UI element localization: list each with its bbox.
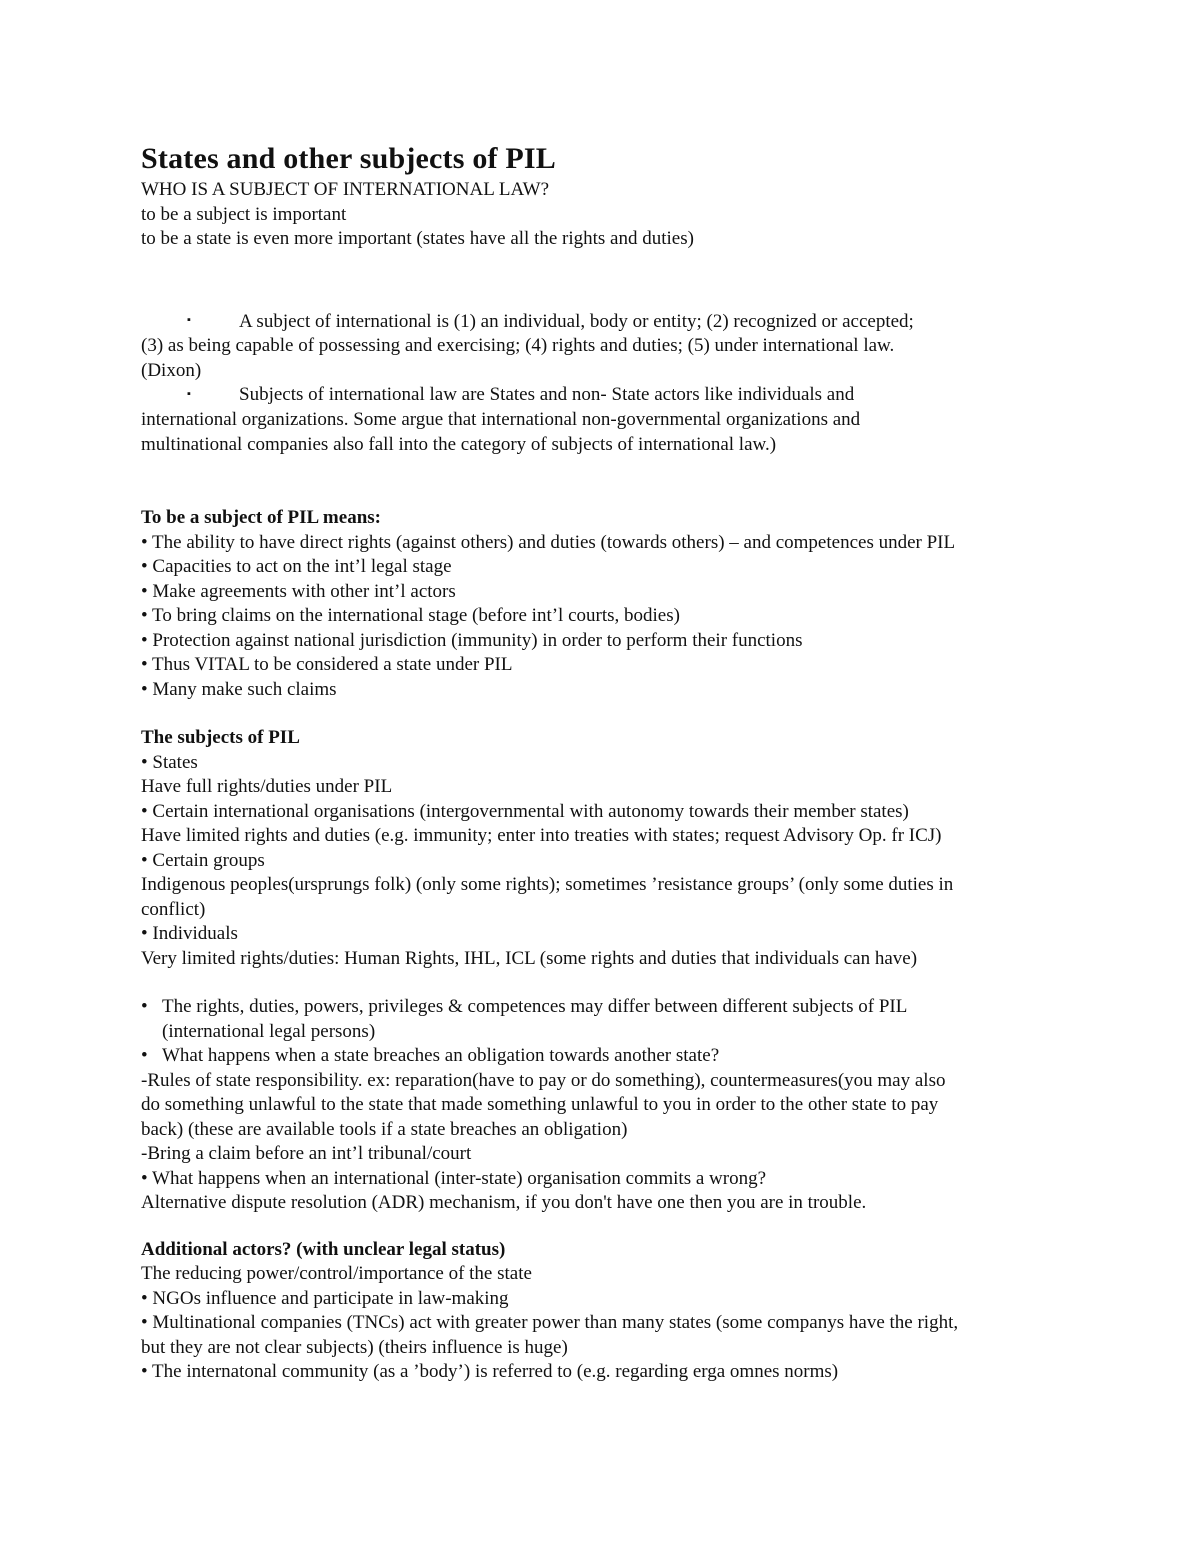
spacer: [141, 1216, 1061, 1238]
square-bullet-text: Subjects of international law are States and non- State actors like individuals and: [239, 384, 855, 406]
square-bullet-icon: ▪: [187, 313, 191, 326]
spacer: [141, 457, 1061, 506]
document-body: [141, 140, 1061, 1385]
bullet-icon: •: [141, 1045, 148, 1067]
list-item-text: What happens when a state breaches an obligation towards another state?: [162, 1045, 720, 1067]
list-item: • To bring claims on the international stage (before int’l courts, bodies): [141, 605, 680, 627]
text-line: back) (these are available tools if a state breaches an obligation): [141, 1118, 628, 1140]
square-bullet-continuation: (3) as being capable of possessing and exercising; (4) rights and duties; (5) under international law.: [141, 335, 895, 357]
intro-line-1: to be a subject is important: [141, 203, 347, 225]
bullet-icon: •: [141, 996, 148, 1018]
list-item: • Many make such claims: [141, 678, 337, 700]
list-item: conflict): [141, 898, 206, 920]
list-item: • Individuals: [141, 923, 238, 945]
document-title: States and other subjects of PIL: [141, 142, 557, 175]
list-item: but they are not clear subjects) (theirs influence is huge): [141, 1336, 568, 1358]
differ-list: [141, 995, 1061, 1069]
intro-question: WHO IS A SUBJECT OF INTERNATIONAL LAW?: [141, 179, 550, 200]
intro-line-2: to be a state is even more important (states have all the rights and duties): [141, 228, 694, 249]
list-item: Very limited rights/duties: Human Rights, IHL, ICL (some rights and duties that individuals can have): [141, 947, 918, 969]
list-item: Have limited rights and duties (e.g. immunity; enter into treaties with states; request Advisory Op. fr ICJ): [141, 825, 942, 847]
list-item: [141, 995, 1061, 1044]
list-item-text: The rights, duties, powers, privileges & competences may differ between different subjects of PIL: [162, 996, 908, 1018]
additional-heading: Additional actors? (with unclear legal status): [141, 1238, 506, 1260]
square-bullet-continuation: multinational companies also fall into the category of subjects of international law.): [141, 433, 777, 455]
square-bullet-item: [141, 310, 1061, 384]
list-item: • States: [141, 751, 198, 773]
spacer: [141, 971, 1061, 995]
subjects-heading: The subjects of PIL: [141, 727, 300, 749]
square-bullet-item: [141, 383, 1061, 457]
text-line: do something unlawful to the state that made something unlawful to you in order to the other state to pay: [141, 1094, 939, 1116]
spacer: [141, 702, 1061, 726]
text-line: -Bring a claim before an int’l tribunal/court: [141, 1143, 472, 1165]
additional-list: [141, 1262, 1061, 1385]
list-item: • The internatonal community (as a ’body’) is referred to (e.g. regarding erga omnes norms): [141, 1361, 839, 1383]
list-item: • Multinational companies (TNCs) act with greater power than many states (some companys have the right,: [141, 1312, 959, 1334]
text-line: Alternative dispute resolution (ADR) mechanism, if you don't have one then you are in trouble.: [141, 1192, 867, 1214]
list-item: • Protection against national jurisdiction (immunity) in order to perform their functions: [141, 629, 803, 651]
list-item: Indigenous peoples(ursprungs folk) (only some rights); sometimes ’resistance groups’ (only some duties in: [141, 874, 954, 896]
list-item: • Make agreements with other int’l actors: [141, 580, 456, 602]
text-line: • What happens when an international (inter-state) organisation commits a wrong?: [141, 1167, 766, 1189]
square-bullet-continuation: international organizations. Some argue that international non-governmental organizations and: [141, 409, 861, 431]
square-bullet-icon: ▪: [187, 387, 191, 400]
list-item: [141, 1044, 1061, 1069]
list-item-text: (international legal persons): [162, 1020, 376, 1042]
means-list: [141, 531, 1061, 703]
list-item: • NGOs influence and participate in law-making: [141, 1287, 509, 1309]
list-item: • Thus VITAL to be considered a state under PIL: [141, 654, 513, 676]
text-line: -Rules of state responsibility. ex: reparation(have to pay or do something), countermeasures(you may also: [141, 1069, 946, 1091]
list-item: • The ability to have direct rights (against others) and duties (towards others) – and competences under PIL: [141, 531, 956, 553]
text-line: The reducing power/control/importance of the state: [141, 1263, 532, 1285]
list-item: Have full rights/duties under PIL: [141, 776, 393, 798]
square-bullet-text: A subject of international is (1) an individual, body or entity; (2) recognized or accepted;: [239, 310, 914, 332]
responsibility-lines: [141, 1069, 1061, 1216]
square-bullet-continuation: (Dixon): [141, 359, 202, 381]
means-heading: To be a subject of PIL means:: [141, 507, 381, 529]
spacer: [141, 252, 1061, 310]
list-item: • Certain groups: [141, 849, 265, 871]
subjects-list: [141, 751, 1061, 972]
list-item: • Certain international organisations (intergovernmental with autonomy towards their member states): [141, 800, 909, 822]
list-item: • Capacities to act on the int’l legal stage: [141, 556, 452, 578]
